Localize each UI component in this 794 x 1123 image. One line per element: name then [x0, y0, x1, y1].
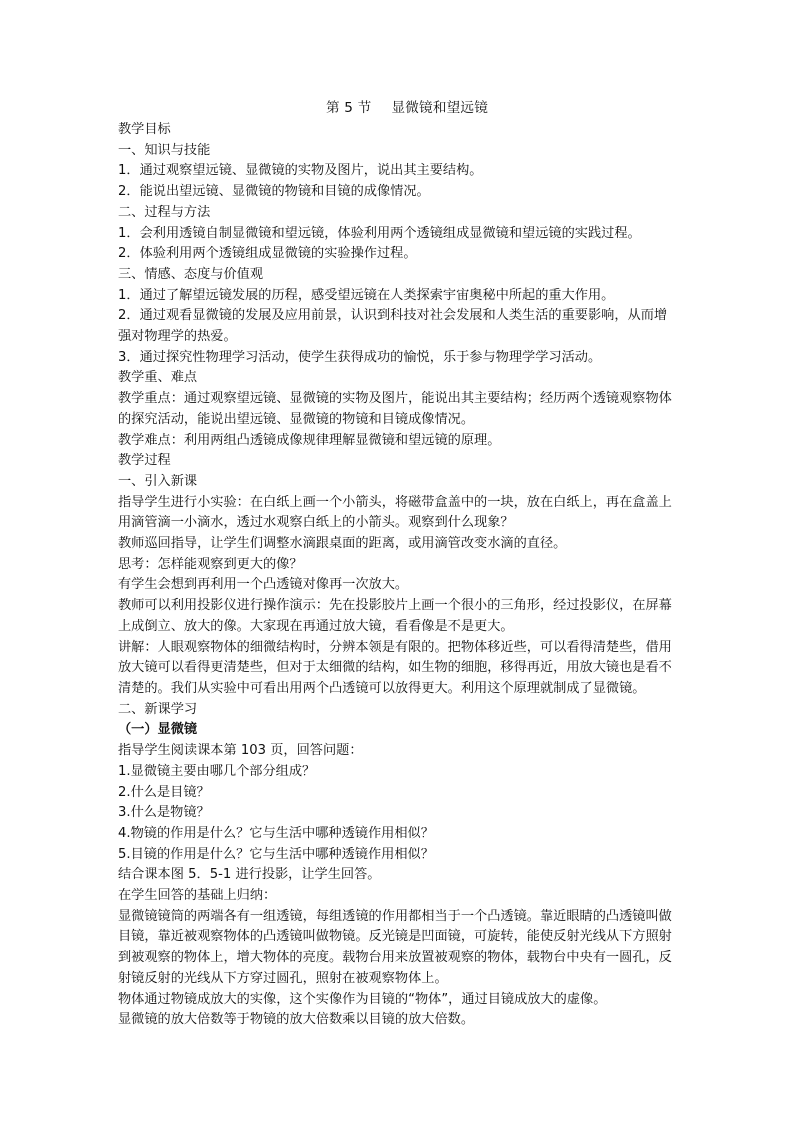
paragraph: 5.目镜的作用是什么？它与生活中哪种透镜作用相似？ [118, 846, 434, 862]
paragraph: 一、引入新课 [118, 473, 198, 489]
paragraph: 物体通过物镜成放大的实像，这个实像作为目镜的“物体”，通过目镜成放大的虚像。 [118, 991, 607, 1007]
paragraph: 教师可以利用投影仪进行操作演示：先在投影胶片上画一个很小的三角形，经过投影仪，在屏幕上成倒立、放大的像。大家现在再通过放大镜，看看像是不是更大。 [118, 598, 672, 634]
paragraph: 在学生回答的基础上归纳： [118, 888, 277, 904]
paragraph: 教学重、难点 [118, 370, 198, 386]
paragraph: 3．通过探究性物理学习活动，使学生获得成功的愉悦，乐于参与物理学学习活动。 [118, 349, 602, 365]
paragraph: 1．通过了解望远镜发展的历程，感受望远镜在人类探索宇宙奥秘中所起的重大作用。 [118, 287, 615, 303]
paragraph: 三、情感、态度与价值观 [118, 266, 264, 282]
page-title [136, 96, 678, 120]
paragraph: 1.显微镜主要由哪几个部分组成？ [118, 763, 316, 779]
paragraph: 教学难点：利用两组凸透镜成像规律理解显微镜和望远镜的原理。 [118, 432, 501, 448]
section-number: 第 5 节 [325, 100, 372, 116]
paragraph: 2．体验利用两个透镜组成显微镜的实验操作过程。 [118, 246, 417, 262]
paragraph: 二、过程与方法 [118, 204, 211, 220]
paragraph: 教学过程 [118, 453, 171, 469]
paragraph: 结合课本图 5．5-1 进行投影，让学生回答。 [118, 867, 381, 883]
paragraph: 一、知识与技能 [118, 142, 211, 158]
paragraph: 教师巡回指导，让学生们调整水滴跟桌面的距离，或用滴管改变水滴的直径。 [118, 536, 567, 552]
paragraph: 教学目标 [118, 122, 171, 137]
paragraph: 显微镜的放大倍数等于物镜的放大倍数乘以目镜的放大倍数。 [118, 1012, 475, 1028]
paragraph: 讲解：人眼观察物体的细微结构时，分辨本领是有限的。把物体移近些，可以看得清楚些，借用放大镜可以看得更清楚些，但对于太细微的结构，如生物的细胞，移得再近，用放大镜也是看不清楚的。我们从实验中可看出用两个凸透镜可以放得更大。利用这个原理就制成了显微镜。 [118, 639, 672, 696]
document-body [118, 120, 678, 1031]
paragraph: 教学重点：通过观察望远镜、显微镜的实物及图片，能说出其主要结构；经历两个透镜观察物体的探究活动，能说出望远镜、显微镜的物镜和目镜成像情况。 [118, 391, 672, 427]
paragraph: 3.什么是物镜？ [118, 805, 210, 821]
paragraph: 1．通过观察望远镜、显微镜的实物及图片，说出其主要结构。 [118, 163, 483, 179]
document-page [118, 96, 678, 1031]
paragraph: 2．通过观看显微镜的发展及应用前景，认识到科技对社会发展和人类生活的重要影响，从而增强对物理学的热爱。 [118, 308, 668, 345]
paragraph: 思考：怎样能观察到更大的像？ [118, 556, 303, 572]
paragraph: 有学生会想到再利用一个凸透镜对像再一次放大。 [118, 577, 409, 593]
paragraph: 2．能说出望远镜、显微镜的物镜和目镜的成像情况。 [118, 184, 430, 200]
paragraph: 指导学生进行小实验：在白纸上画一个小箭头，将磁带盒盖中的一块，放在白纸上，再在盒盖上用滴管滴一小滴水，透过水观察白纸上的小箭头。观察到什么现象？ [118, 494, 672, 531]
paragraph: 二、新课学习 [118, 701, 198, 717]
section-name: 显微镜和望远镜 [391, 100, 489, 116]
paragraph: 4.物镜的作用是什么？它与生活中哪种透镜作用相似？ [118, 825, 434, 841]
paragraph: （一）显微镜 [118, 722, 198, 738]
paragraph: 2.什么是目镜？ [118, 784, 210, 800]
paragraph: 指导学生阅读课本第 103 页，回答问题： [118, 743, 363, 759]
paragraph: 1．会利用透镜自制显微镜和望远镜，体验利用两个透镜组成显微镜和望远镜的实践过程。 [118, 225, 641, 241]
paragraph: 显微镜镜筒的两端各有一组透镜，每组透镜的作用都相当于一个凸透镜。靠近眼睛的凸透镜叫做目镜，靠近被观察物体的凸透镜叫做物镜。反光镜是凹面镜，可旋转，能使反射光线从下方照射到被观察的物体上，增大物体的亮度。载物台用来放置被观察的物体，载物台中央有一圆孔，反射镜反射的光线从下方穿过圆孔，照射在被观察物体上。 [118, 908, 672, 986]
